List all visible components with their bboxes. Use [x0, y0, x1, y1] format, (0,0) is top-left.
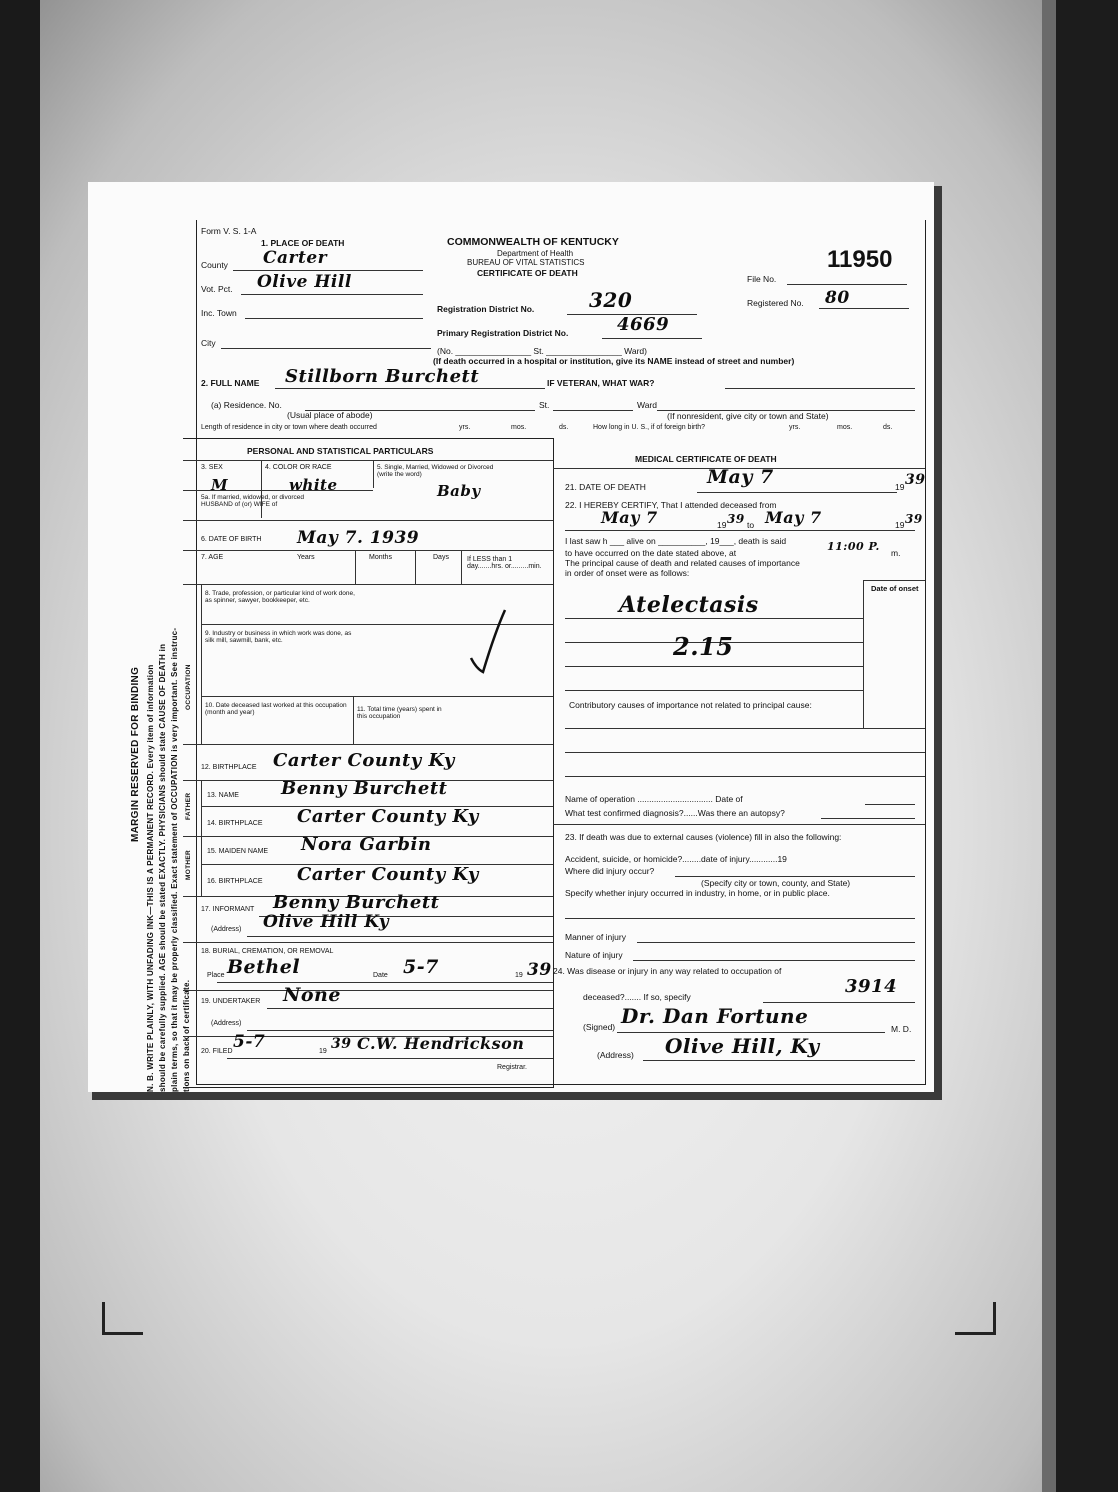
certify-text: 22. I HEREBY CERTIFY, That I attended deceased from — [565, 500, 777, 510]
father-name-label: 13. NAME — [207, 792, 239, 799]
where-text: Where did injury occur? — [565, 866, 655, 876]
margin-note-line-1: N. B. WRITE PLAINLY, WITH UNFADING INK—THIS IS A PERMANENT RECORD. Every item of information — [146, 664, 155, 1092]
mother-name-label: 15. MAIDEN NAME — [207, 848, 269, 855]
deceased-text: deceased?....... If so, specify — [583, 992, 691, 1002]
undertaker-value: None — [283, 984, 341, 1006]
physician-address: Olive Hill, Ky — [665, 1034, 820, 1058]
dept-title: Department of Health — [497, 249, 574, 258]
marital-value: Baby — [437, 482, 481, 500]
vot-value: Olive Hill — [257, 272, 352, 292]
county-value: Carter — [263, 248, 328, 268]
to-year-prefix: 19 — [895, 520, 905, 530]
inc-town-label: Inc. Town — [201, 308, 237, 318]
test-text: What test confirmed diagnosis?......Was there an autopsy? — [565, 808, 785, 818]
filed-label: 20. FILED — [201, 1048, 233, 1055]
age-months: Months — [369, 554, 392, 561]
father-side-label: FATHER — [185, 792, 192, 820]
occ9-label: 9. Industry or business in which work was done, as silk mill, sawmill, bank, etc. — [205, 630, 352, 644]
file-no-label: File No. — [747, 274, 777, 284]
how-long-us: How long in U. S., if of foreign birth? — [593, 424, 706, 431]
res-yrs: yrs. — [459, 424, 471, 431]
filed-year-value: 39 — [331, 1036, 352, 1052]
signed-label: (Signed) — [583, 1022, 616, 1032]
age-days: Days — [433, 554, 449, 561]
nature-label: Nature of injury — [565, 950, 623, 960]
father-birthplace-value: Carter County Ky — [297, 806, 479, 827]
dod-year-value: 39 — [905, 472, 926, 488]
us-yrs: yrs. — [789, 424, 801, 431]
death-certificate — [88, 182, 934, 1092]
film-edge-right-shadow — [1042, 0, 1056, 1492]
father-birthplace-label: 14. BIRTHPLACE — [207, 820, 263, 827]
full-name-value: Stillborn Burchett — [285, 366, 480, 387]
certificate-title: CERTIFICATE OF DEATH — [477, 268, 578, 278]
mother-birthplace-label: 16. BIRTHPLACE — [207, 878, 263, 885]
margin-note-line-4: tions on back of certificate. — [182, 979, 191, 1092]
form-id: Form V. S. 1-A — [201, 226, 257, 236]
registered-no-label: Registered No. — [747, 298, 804, 308]
mother-name-value: Nora Garbin — [301, 834, 432, 855]
registrar-label: Registrar. — [497, 1064, 527, 1071]
occupation-code: 3914 — [845, 976, 898, 997]
date-onset-label: Date of onset — [871, 584, 919, 593]
filed-year-prefix: 19 — [319, 1048, 327, 1055]
reg-district-label: Registration District No. — [437, 304, 535, 314]
q24-text: 24. Was disease or injury in any way related to occupation of — [553, 966, 782, 976]
q23-text: 23. If death was due to external causes (violence) fill in also the following: — [565, 832, 842, 842]
informant-address-value: Olive Hill Ky — [263, 912, 390, 932]
residence-ward: Ward — [637, 400, 657, 410]
state-title: COMMONWEALTH OF KENTUCKY — [447, 236, 619, 248]
physician-address-label: (Address) — [597, 1050, 634, 1060]
crop-mark-bottom-right — [955, 1302, 996, 1335]
margin-note-line-3: plain terms, so that it may be properly classified. Exact statement of OCCUPATION is very important. See instruc- — [170, 627, 179, 1092]
birthplace-value: Carter County Ky — [273, 750, 455, 771]
specify-place-note: (Specify city or town, county, and State) — [701, 878, 851, 888]
specify-whether-text: Specify whether injury occurred in industry, in home, or in public place. — [565, 888, 830, 898]
sex-value: M — [211, 476, 229, 494]
film-edge-left — [0, 0, 40, 1492]
burial-year-value: 39 — [527, 960, 552, 980]
dob-label: 6. DATE OF BIRTH — [201, 536, 262, 543]
color-value: white — [289, 476, 338, 494]
burial-date-label: Date — [373, 972, 388, 979]
us-ds: ds. — [883, 424, 893, 431]
vot-label: Vot. Pct. — [201, 284, 233, 294]
reg-district-value: 320 — [589, 288, 633, 312]
age-label: 7. AGE — [201, 554, 224, 561]
accident-text: Accident, suicide, or homicide?........date of injury............19 — [565, 854, 787, 864]
city-line: (No. ________________ St. ________________ Ward) — [437, 346, 647, 356]
sex-label: 3. SEX — [201, 464, 223, 471]
city-label: City — [201, 338, 216, 348]
occ11-label: 11. Total time (years) spent in this occupation — [357, 706, 442, 720]
father-name-value: Benny Burchett — [281, 778, 448, 799]
mother-side-label: MOTHER — [185, 850, 192, 880]
bureau-title: BUREAU OF VITAL STATISTICS — [467, 258, 585, 267]
burial-place-value: Bethel — [227, 956, 301, 978]
birthplace-label: 12. BIRTHPLACE — [201, 764, 257, 771]
personal-heading: PERSONAL AND STATISTICAL PARTICULARS — [247, 446, 434, 456]
mother-birthplace-value: Carter County Ky — [297, 864, 479, 885]
registrar-signature: C.W. Hendrickson — [357, 1034, 525, 1053]
residence-length: Length of residence in city or town where death occurred — [201, 424, 377, 431]
age-years: Years — [297, 554, 315, 561]
contributory-text: Contributory causes of importance not related to principal cause: — [569, 700, 812, 710]
usual-abode: (Usual place of abode) — [287, 410, 373, 420]
dod-label: 21. DATE OF DEATH — [565, 482, 646, 492]
res-ds: ds. — [559, 424, 569, 431]
principal-text: The principal cause of death and related causes of importance — [565, 558, 800, 568]
occ10-label: 10. Date deceased last worked at this occupation (month and year) — [205, 702, 347, 716]
husband-label: 5a. If married, widowed, or divorced HUSBAND of (or) WIFE of — [201, 494, 304, 508]
burial-date-value: 5-7 — [403, 956, 439, 978]
color-label: 4. COLOR OR RACE — [265, 464, 332, 471]
full-name-label: 2. FULL NAME — [201, 378, 260, 388]
informant-address-label: (Address) — [211, 926, 242, 933]
occupation-side-label: OCCUPATION — [185, 664, 192, 710]
burial-label: 18. BURIAL, CREMATION, OR REMOVAL — [201, 948, 334, 955]
film-edge-right — [1056, 0, 1118, 1492]
nonresident-note: (If nonresident, give city or town and State) — [667, 411, 829, 421]
primary-district-label: Primary Registration District No. — [437, 328, 569, 338]
margin-note-line-2: should be carefully supplied. AGE should be stated EXACTLY. PHYSICIANS should state CAUSE OF DEATH in — [158, 643, 167, 1092]
burial-year-prefix: 19 — [515, 972, 523, 979]
informant-label: 17. INFORMANT — [201, 906, 255, 913]
informant-value: Benny Burchett — [273, 892, 440, 913]
attended-from: May 7 — [601, 508, 658, 527]
occurred-text: to have occurred on the date stated above, at — [565, 548, 737, 558]
onset-order-text: in order of onset were as follows: — [565, 568, 690, 578]
dod-year-prefix: 19 — [895, 482, 905, 492]
margin-reserved-text: MARGIN RESERVED FOR BINDING — [130, 666, 141, 842]
dod-value: May 7 — [707, 466, 774, 488]
operation-text: Name of operation ................................ Date of — [565, 794, 743, 804]
md-label: M. D. — [891, 1024, 912, 1034]
from-year-prefix: 19 — [717, 520, 727, 530]
manner-label: Manner of injury — [565, 932, 626, 942]
undertaker-label: 19. UNDERTAKER — [201, 998, 261, 1005]
burial-place-label: Place — [207, 972, 225, 979]
residence-st: St. — [539, 400, 550, 410]
last-saw-text: I last saw h ___ alive on __________, 19___, death is said — [565, 536, 787, 546]
undertaker-address-label: (Address) — [211, 1020, 242, 1027]
us-mos: mos. — [837, 424, 853, 431]
age-less-than: If LESS than 1 day.......hrs. or.........min. — [467, 556, 542, 570]
dob-value: May 7. 1939 — [297, 528, 420, 548]
occ8-label: 8. Trade, profession, or particular kind of work done, as spinner, sawyer, bookkeeper, etc. — [205, 590, 355, 604]
attended-to-label: to — [747, 520, 755, 530]
registered-number: 80 — [825, 288, 850, 308]
file-number: 11950 — [827, 246, 893, 273]
from-year-value: 39 — [727, 512, 745, 526]
veteran-label: IF VETERAN, WHAT WAR? — [547, 378, 655, 388]
marital-label: 5. Single, Married, Widowed or Divorced (write the word) — [377, 464, 494, 478]
county-label: County — [201, 260, 228, 270]
to-year-value: 39 — [905, 512, 923, 526]
time-m: m. — [891, 548, 901, 558]
handwritten-mark: 2.15 — [673, 632, 734, 661]
res-mos: mos. — [511, 424, 527, 431]
time-of-death: 11:00 P. — [827, 540, 880, 553]
crop-mark-bottom-left — [102, 1302, 143, 1335]
physician-signature: Dr. Dan Fortune — [621, 1004, 809, 1028]
place-heading: 1. PLACE OF DEATH — [261, 238, 345, 248]
attended-to: May 7 — [765, 508, 822, 527]
medical-heading: MEDICAL CERTIFICATE OF DEATH — [635, 454, 777, 464]
hospital-note: (If death occurred in a hospital or institution, give its NAME instead of street and number) — [433, 356, 795, 366]
primary-district-value: 4669 — [617, 314, 670, 335]
check-mark — [467, 606, 507, 676]
filed-value: 5-7 — [233, 1032, 266, 1052]
cause-of-death: Atelectasis — [619, 592, 759, 618]
residence-label: (a) Residence. No. — [211, 400, 282, 410]
